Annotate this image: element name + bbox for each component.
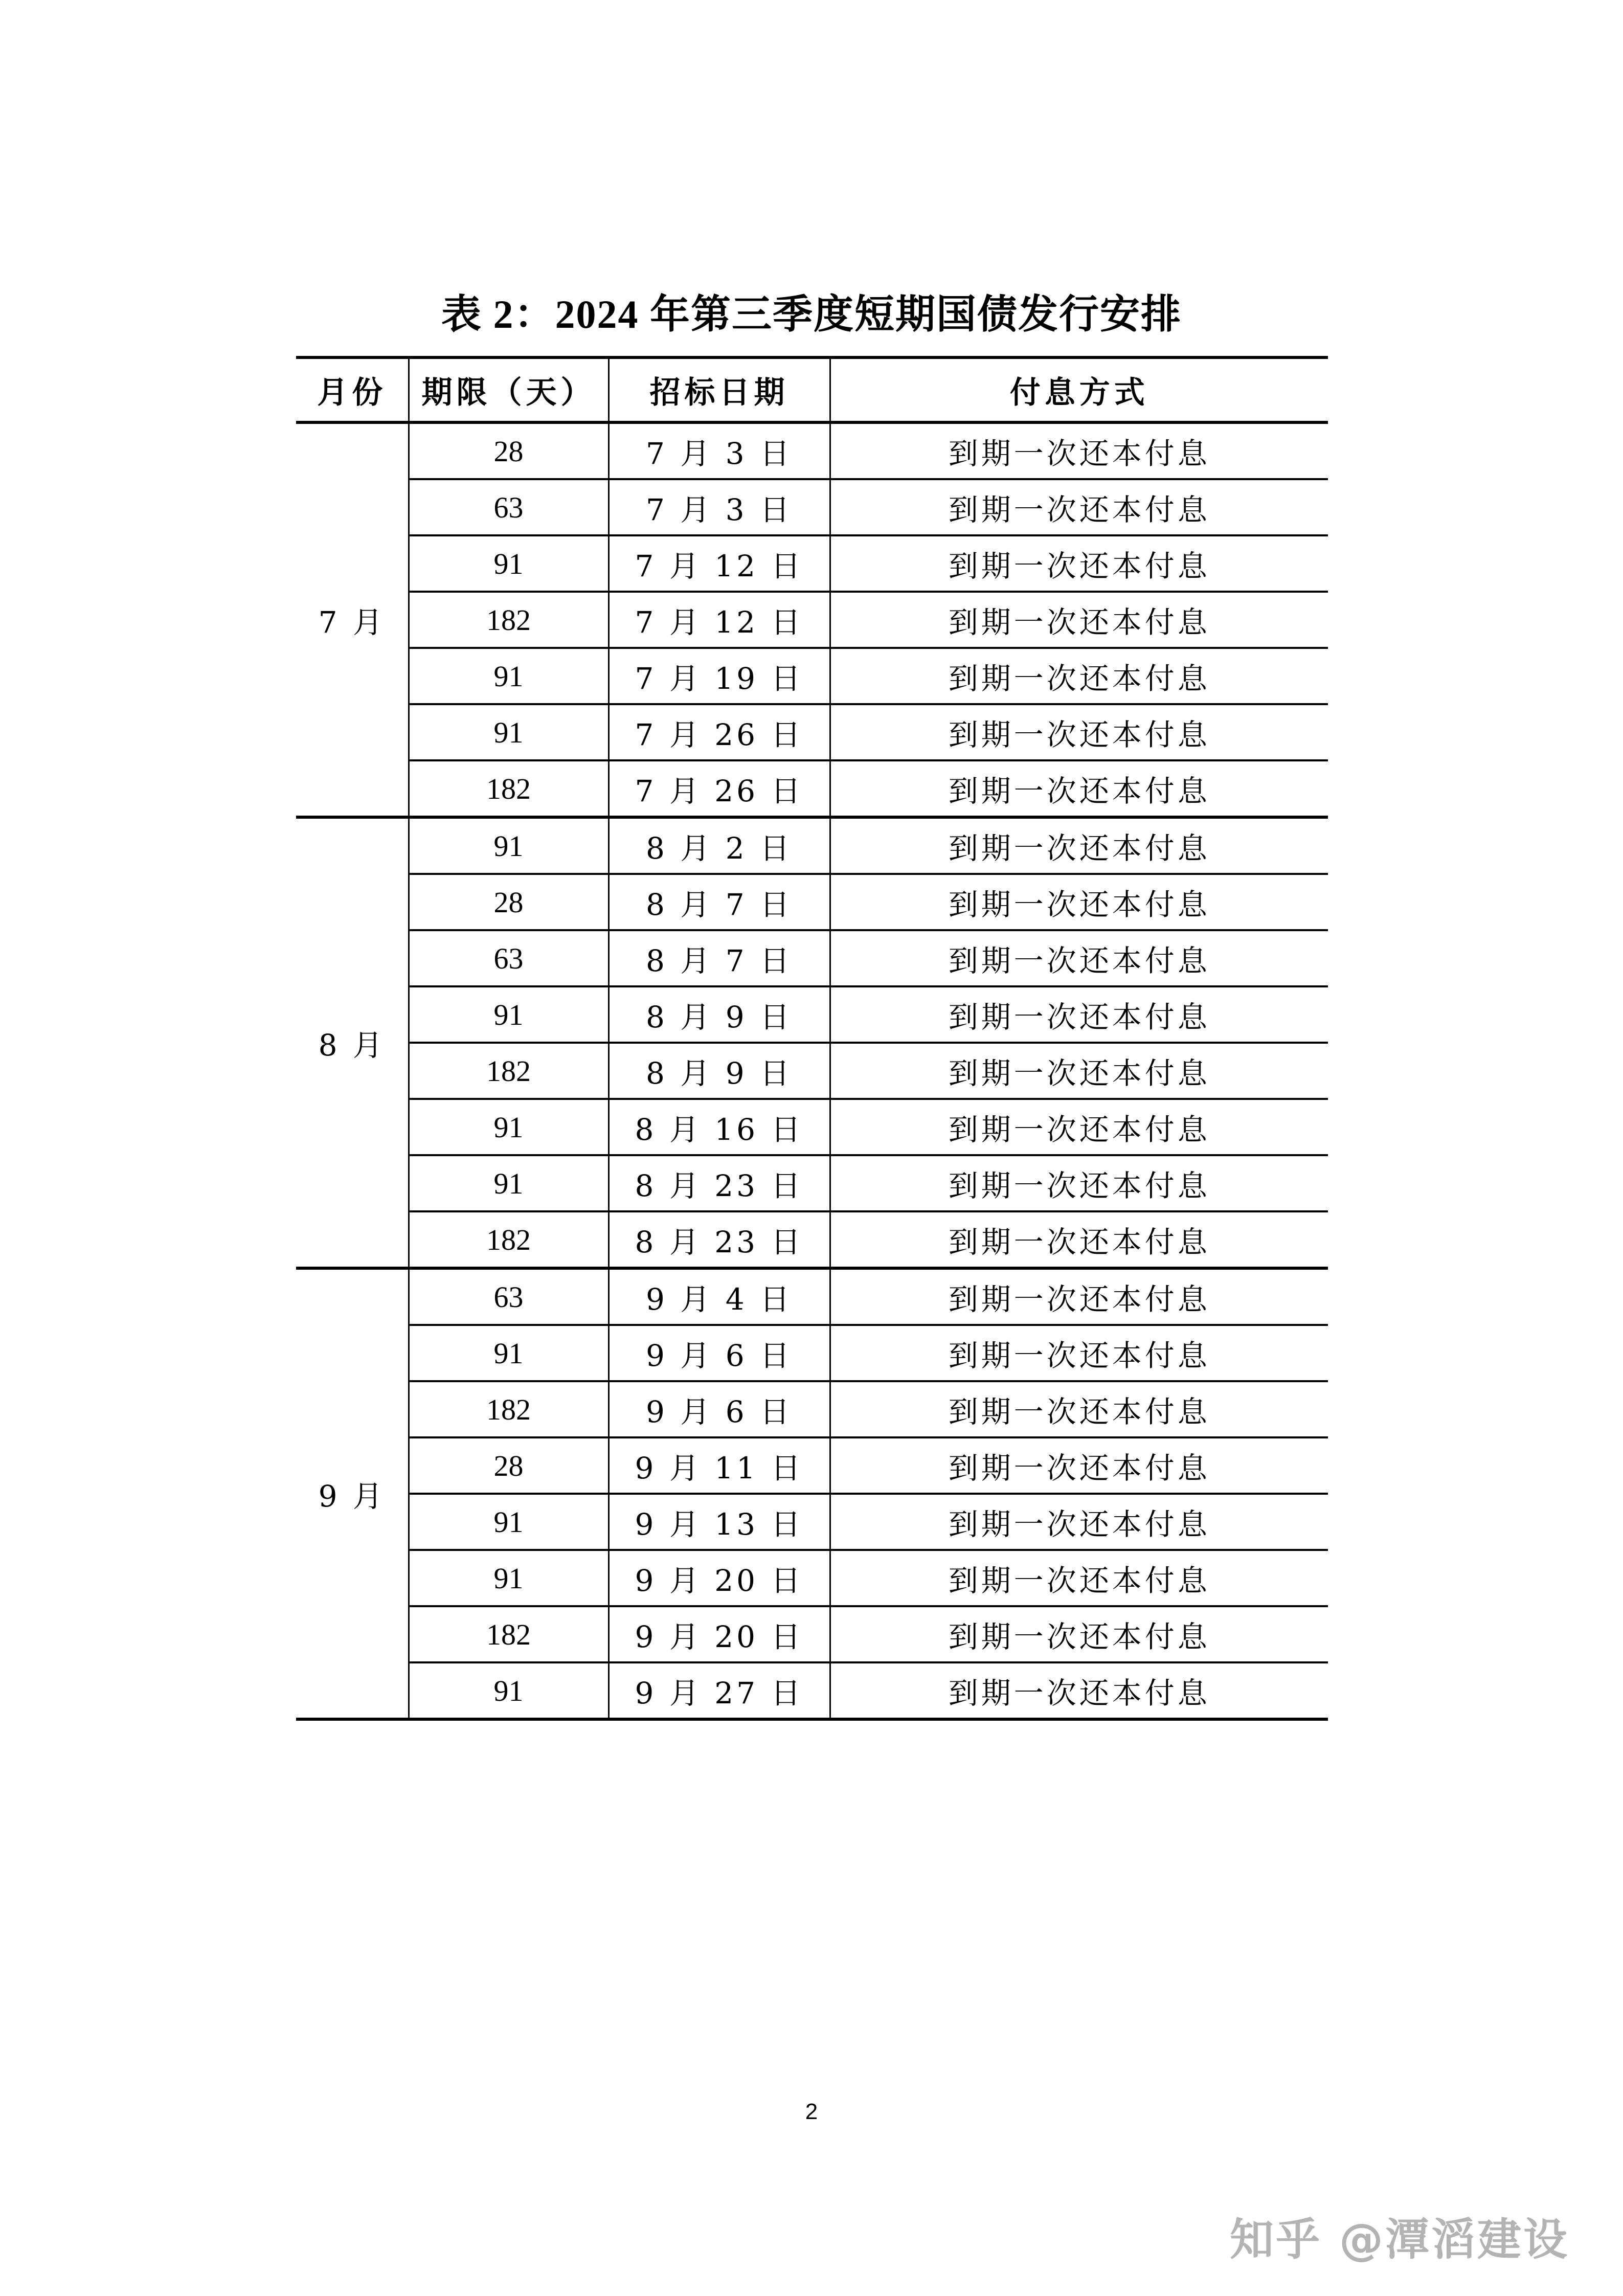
table-title: 表 2：2024 年第三季度短期国债发行安排 bbox=[441, 292, 1182, 336]
table-row bbox=[296, 1155, 1328, 1211]
auction-date-cell: 7 月 19 日 bbox=[608, 648, 830, 704]
payment-method-cell: 到期一次还本付息 bbox=[830, 1662, 1328, 1719]
table-body bbox=[296, 422, 1328, 1719]
term-cell: 28 bbox=[409, 422, 608, 479]
table-row bbox=[296, 1211, 1328, 1268]
payment-method-cell: 到期一次还本付息 bbox=[830, 704, 1328, 760]
term-cell: 182 bbox=[409, 1381, 608, 1437]
table-row bbox=[296, 1268, 1328, 1325]
term-cell: 91 bbox=[409, 1550, 608, 1606]
term-cell: 91 bbox=[409, 535, 608, 592]
payment-method-cell: 到期一次还本付息 bbox=[830, 592, 1328, 648]
table-row bbox=[296, 1550, 1328, 1606]
payment-method-cell: 到期一次还本付息 bbox=[830, 1381, 1328, 1437]
auction-date-cell: 9 月 27 日 bbox=[608, 1662, 830, 1719]
term-cell: 28 bbox=[409, 874, 608, 930]
table-row bbox=[296, 1437, 1328, 1494]
table-row bbox=[296, 704, 1328, 760]
payment-method-cell: 到期一次还本付息 bbox=[830, 760, 1328, 817]
month-cell: 7 月 bbox=[296, 422, 409, 817]
table-row bbox=[296, 1099, 1328, 1155]
auction-date-cell: 8 月 7 日 bbox=[608, 874, 830, 930]
payment-method-cell: 到期一次还本付息 bbox=[830, 648, 1328, 704]
auction-date-cell: 7 月 3 日 bbox=[608, 422, 830, 479]
table-row bbox=[296, 535, 1328, 592]
payment-method-cell: 到期一次还本付息 bbox=[830, 1325, 1328, 1381]
term-cell: 63 bbox=[409, 479, 608, 535]
payment-method-cell: 到期一次还本付息 bbox=[830, 479, 1328, 535]
payment-method-cell: 到期一次还本付息 bbox=[830, 1494, 1328, 1550]
auction-date-cell: 7 月 12 日 bbox=[608, 592, 830, 648]
table-row bbox=[296, 1662, 1328, 1719]
auction-date-cell: 8 月 9 日 bbox=[608, 986, 830, 1043]
table-row bbox=[296, 592, 1328, 648]
term-cell: 182 bbox=[409, 1043, 608, 1099]
term-cell: 91 bbox=[409, 817, 608, 874]
header-auction-date: 招标日期 bbox=[608, 357, 830, 422]
table-row bbox=[296, 874, 1328, 930]
term-cell: 91 bbox=[409, 1494, 608, 1550]
term-cell: 91 bbox=[409, 1325, 608, 1381]
table-row bbox=[296, 986, 1328, 1043]
month-cell: 8 月 bbox=[296, 817, 409, 1268]
term-cell: 91 bbox=[409, 648, 608, 704]
page-number: 2 bbox=[805, 2099, 818, 2124]
payment-method-cell: 到期一次还本付息 bbox=[830, 817, 1328, 874]
payment-method-cell: 到期一次还本付息 bbox=[830, 1606, 1328, 1662]
term-cell: 91 bbox=[409, 1155, 608, 1211]
auction-date-cell: 9 月 20 日 bbox=[608, 1606, 830, 1662]
auction-date-cell: 7 月 3 日 bbox=[608, 479, 830, 535]
term-cell: 91 bbox=[409, 1099, 608, 1155]
payment-method-cell: 到期一次还本付息 bbox=[830, 422, 1328, 479]
auction-date-cell: 8 月 2 日 bbox=[608, 817, 830, 874]
table-row bbox=[296, 1494, 1328, 1550]
term-cell: 91 bbox=[409, 986, 608, 1043]
term-cell: 182 bbox=[409, 1606, 608, 1662]
term-cell: 91 bbox=[409, 704, 608, 760]
payment-method-cell: 到期一次还本付息 bbox=[830, 1211, 1328, 1268]
term-cell: 182 bbox=[409, 760, 608, 817]
table-row bbox=[296, 1606, 1328, 1662]
auction-date-cell: 8 月 23 日 bbox=[608, 1211, 830, 1268]
auction-date-cell: 7 月 26 日 bbox=[608, 760, 830, 817]
term-cell: 182 bbox=[409, 1211, 608, 1268]
payment-method-cell: 到期一次还本付息 bbox=[830, 1043, 1328, 1099]
auction-date-cell: 7 月 26 日 bbox=[608, 704, 830, 760]
payment-method-cell: 到期一次还本付息 bbox=[830, 1099, 1328, 1155]
auction-date-cell: 9 月 13 日 bbox=[608, 1494, 830, 1550]
payment-method-cell: 到期一次还本付息 bbox=[830, 1550, 1328, 1606]
table-row bbox=[296, 930, 1328, 986]
payment-method-cell: 到期一次还本付息 bbox=[830, 1437, 1328, 1494]
table-header-row bbox=[296, 357, 1328, 422]
auction-date-cell: 9 月 20 日 bbox=[608, 1550, 830, 1606]
table-row bbox=[296, 479, 1328, 535]
header-payment-method: 付息方式 bbox=[830, 357, 1328, 422]
table-row bbox=[296, 1325, 1328, 1381]
auction-date-cell: 8 月 23 日 bbox=[608, 1155, 830, 1211]
auction-date-cell: 8 月 7 日 bbox=[608, 930, 830, 986]
table-row bbox=[296, 648, 1328, 704]
table-row bbox=[296, 1043, 1328, 1099]
payment-method-cell: 到期一次还本付息 bbox=[830, 1268, 1328, 1325]
payment-method-cell: 到期一次还本付息 bbox=[830, 1155, 1328, 1211]
month-cell: 9 月 bbox=[296, 1268, 409, 1719]
term-cell: 28 bbox=[409, 1437, 608, 1494]
header-month: 月份 bbox=[296, 357, 409, 422]
term-cell: 91 bbox=[409, 1662, 608, 1719]
table-row bbox=[296, 760, 1328, 817]
auction-date-cell: 9 月 11 日 bbox=[608, 1437, 830, 1494]
term-cell: 63 bbox=[409, 1268, 608, 1325]
table-row bbox=[296, 422, 1328, 479]
table-row bbox=[296, 817, 1328, 874]
payment-method-cell: 到期一次还本付息 bbox=[830, 535, 1328, 592]
payment-method-cell: 到期一次还本付息 bbox=[830, 986, 1328, 1043]
term-cell: 182 bbox=[409, 592, 608, 648]
table-row bbox=[296, 1381, 1328, 1437]
auction-date-cell: 9 月 6 日 bbox=[608, 1325, 830, 1381]
auction-date-cell: 9 月 6 日 bbox=[608, 1381, 830, 1437]
bond-issuance-schedule-table bbox=[296, 356, 1328, 1721]
auction-date-cell: 7 月 12 日 bbox=[608, 535, 830, 592]
header-term: 期限（天） bbox=[409, 357, 608, 422]
auction-date-cell: 9 月 4 日 bbox=[608, 1268, 830, 1325]
auction-date-cell: 8 月 16 日 bbox=[608, 1099, 830, 1155]
term-cell: 63 bbox=[409, 930, 608, 986]
watermark: 知乎 @潭滔建设 bbox=[1230, 2214, 1569, 2265]
payment-method-cell: 到期一次还本付息 bbox=[830, 930, 1328, 986]
payment-method-cell: 到期一次还本付息 bbox=[830, 874, 1328, 930]
auction-date-cell: 8 月 9 日 bbox=[608, 1043, 830, 1099]
